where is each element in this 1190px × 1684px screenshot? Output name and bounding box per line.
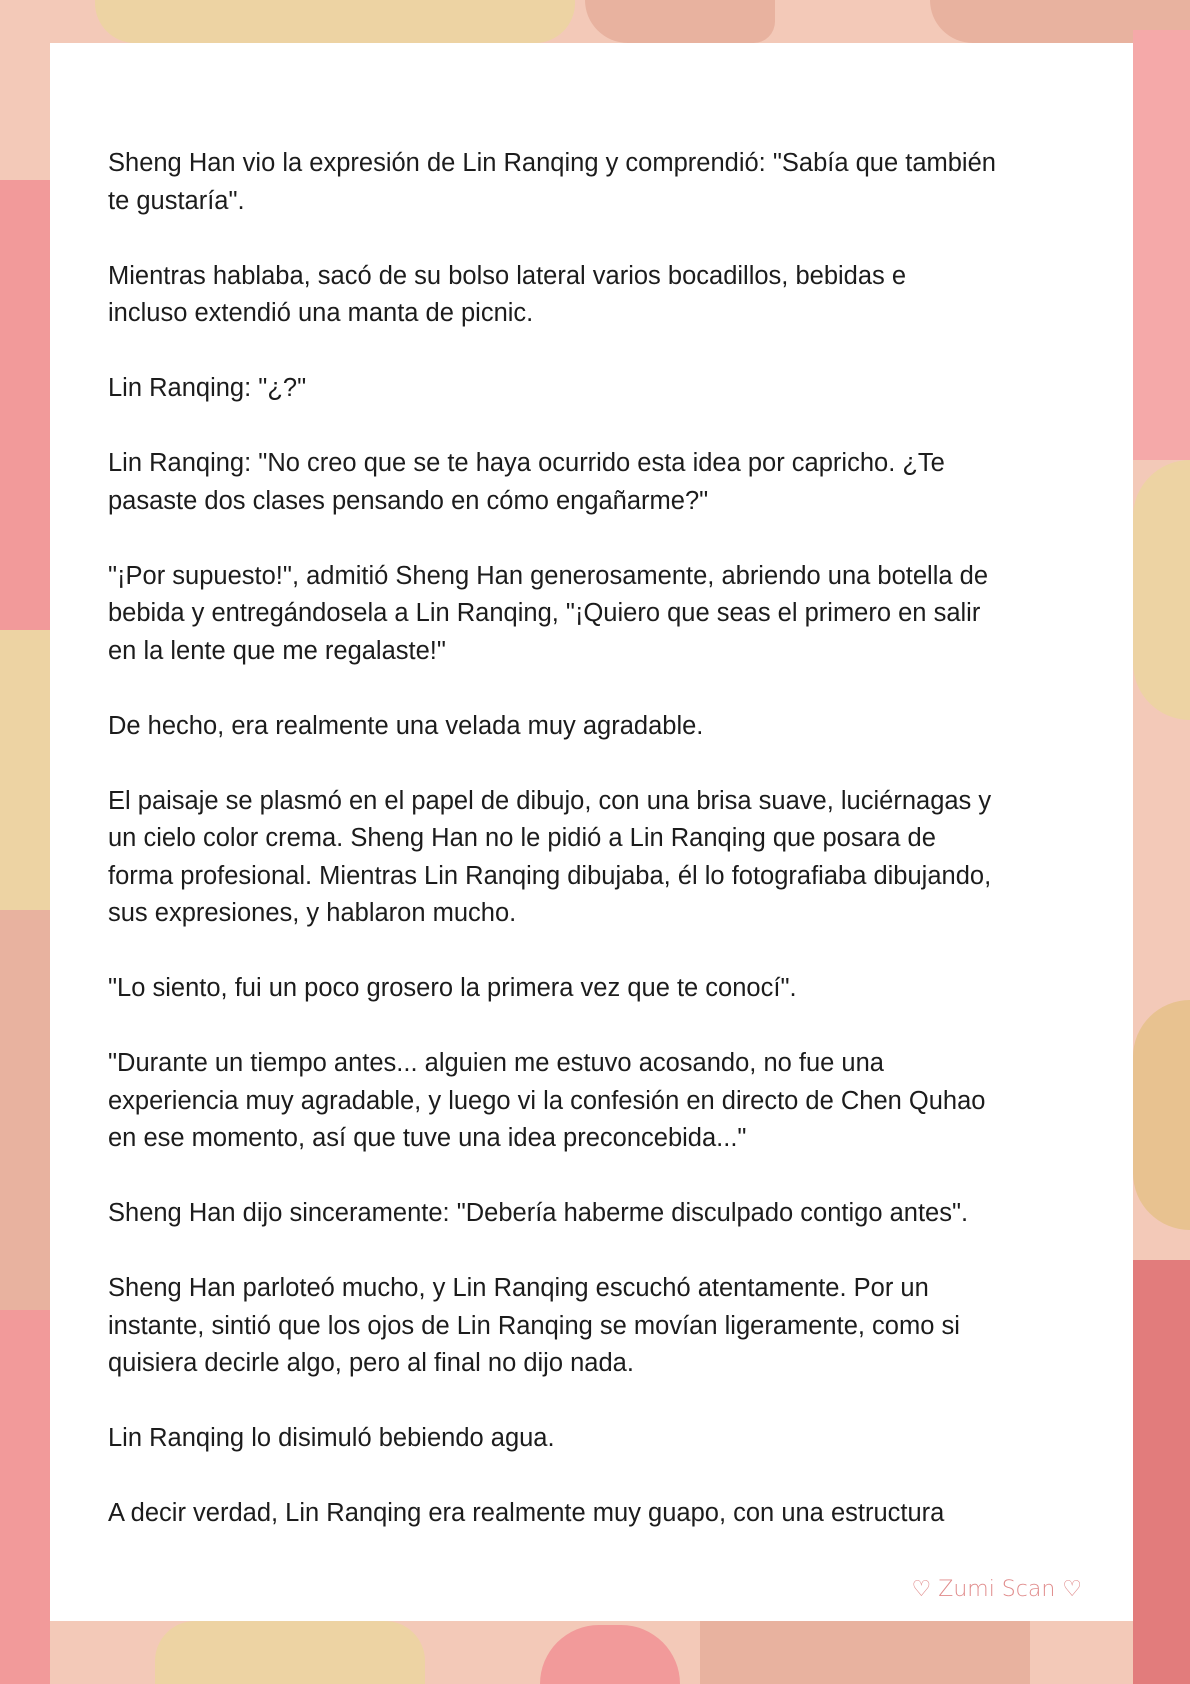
text-line: "Lo siento, fui un poco grosero la primera vez que te conocí". <box>108 974 797 1002</box>
paragraph <box>108 370 1098 408</box>
chapter-text <box>108 145 1098 1570</box>
text-line: un cielo color crema. Sheng Han no le pidió a Lin Ranqing que posara de <box>108 824 936 852</box>
text-line: sus expresiones, y hablaron mucho. <box>108 899 517 927</box>
text-line: El paisaje se plasmó en el papel de dibujo, con una brisa suave, luciérnagas y <box>108 786 992 815</box>
paragraph <box>108 970 1098 1008</box>
text-line: incluso extendió una manta de picnic. <box>108 299 534 327</box>
decor-bottom-pink <box>540 1625 680 1684</box>
decor-bottom-peach <box>700 1621 1030 1684</box>
decor-right-sand-2 <box>1133 1000 1190 1230</box>
text-line: instante, sintió que los ojos de Lin Ranqing se movían ligeramente, como si <box>108 1311 960 1340</box>
decor-left-sand <box>0 630 50 910</box>
text-line: Mientras hablaba, sacó de su bolso lateral varios bocadillos, bebidas e <box>108 261 907 290</box>
paragraph <box>108 708 1098 746</box>
text-line: experiencia muy agradable, y luego vi la confesión en directo de Chen Quhao <box>108 1086 986 1115</box>
scan-credit: ♡ Zumi Scan ♡ <box>911 1577 1082 1602</box>
text-line: Sheng Han parloteó mucho, y Lin Ranqing escuchó atentamente. Por un <box>108 1274 929 1302</box>
paragraph <box>108 445 1098 520</box>
decor-top-sand <box>95 0 575 43</box>
paragraph <box>108 1495 1098 1533</box>
text-line: Lin Ranqing lo disimuló bebiendo agua. <box>108 1424 555 1452</box>
text-line: pasaste dos clases pensando en cómo engañarme?" <box>108 486 709 515</box>
text-line: "Durante un tiempo antes... alguien me estuvo acosando, no fue una <box>108 1049 884 1077</box>
paragraph <box>108 1045 1098 1158</box>
decor-top-peach <box>585 0 775 43</box>
paragraph <box>108 258 1098 333</box>
decor-bottom-sand <box>155 1621 425 1684</box>
decor-right-rose <box>1133 1260 1190 1684</box>
paragraph <box>108 1270 1098 1383</box>
text-line: bebida y entregándosela a Lin Ranqing, "¡Quiero que seas el primero en salir <box>108 599 981 627</box>
text-line: en ese momento, así que tuve una idea preconcebida..." <box>108 1124 747 1152</box>
paragraph <box>108 145 1098 220</box>
paragraph <box>108 783 1098 933</box>
text-line: forma profesional. Mientras Lin Ranqing dibujaba, él lo fotografiaba dibujando, <box>108 861 992 890</box>
decor-right-pink <box>1133 30 1190 460</box>
paragraph <box>108 1195 1098 1233</box>
decor-left-pink <box>0 180 50 630</box>
text-line: en la lente que me regalaste!" <box>108 636 446 665</box>
text-line: De hecho, era realmente una velada muy agradable. <box>108 711 704 740</box>
decor-right-sand <box>1133 460 1190 720</box>
paragraph <box>108 1420 1098 1458</box>
text-line: "¡Por supuesto!", admitió Sheng Han generosamente, abriendo una botella de <box>108 561 989 590</box>
decor-left-pink-bottom <box>0 1310 50 1684</box>
text-line: Sheng Han dijo sinceramente: "Debería haberme disculpado contigo antes". <box>108 1199 969 1227</box>
text-line: Lin Ranqing: "¿?" <box>108 374 307 402</box>
text-line: A decir verdad, Lin Ranqing era realmente muy guapo, con una estructura <box>108 1499 945 1527</box>
text-line: Sheng Han vio la expresión de Lin Ranqing y comprendió: "Sabía que también <box>108 149 996 177</box>
text-line: Lin Ranqing: "No creo que se te haya ocurrido esta idea por capricho. ¿Te <box>108 449 945 477</box>
text-line: quisiera decirle algo, pero al final no dijo nada. <box>108 1349 634 1377</box>
text-line: te gustaría". <box>108 186 245 215</box>
decor-left-peach <box>0 910 50 1310</box>
paragraph <box>108 558 1098 671</box>
